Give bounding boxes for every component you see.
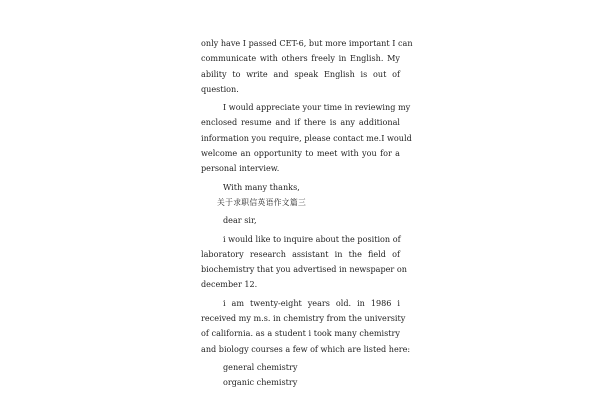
paragraph-line: i would like to inquire about the position of xyxy=(223,233,401,244)
letter-greeting: dear sir, xyxy=(223,215,257,226)
paragraph-line: ability to write and speak English is out of xyxy=(201,68,400,79)
letter-closing: With many thanks, xyxy=(223,181,300,192)
paragraph-line: question. xyxy=(201,83,239,94)
paragraph-line: and biology courses a few of which are listed here: xyxy=(201,343,411,354)
course-list-item: general chemistry xyxy=(223,361,298,372)
paragraph-line: december 12. xyxy=(201,279,258,290)
paragraph-line: enclosed resume and if there is any additional xyxy=(201,117,400,128)
paragraph-line: communicate with others freely in English. My xyxy=(201,53,400,64)
paragraph-line: biochemistry that you advertised in newspaper on xyxy=(201,264,407,275)
paragraph-line: received my m.s. in chemistry from the university xyxy=(201,313,406,324)
paragraph-line: personal interview. xyxy=(201,163,280,174)
paragraph-line: welcome an opportunity to meet with you for a xyxy=(201,148,400,159)
paragraph-line: laboratory research assistant in the field of xyxy=(201,248,400,259)
course-list-item: organic chemistry xyxy=(223,377,298,388)
paragraph-line: i am twenty-eight years old. in 1986 i xyxy=(223,297,400,308)
section-heading: 关于求职信英语作文篇三 xyxy=(217,197,307,207)
letter-document xyxy=(201,36,413,391)
paragraph-line: of california. as a student i took many chemistry xyxy=(201,328,400,339)
paragraph-line: only have I passed CET-6, but more important I can xyxy=(201,38,413,48)
paragraph-line: information you require, please contact me.I would xyxy=(201,132,412,143)
paragraph-line: I would appreciate your time in reviewing my xyxy=(223,102,411,113)
